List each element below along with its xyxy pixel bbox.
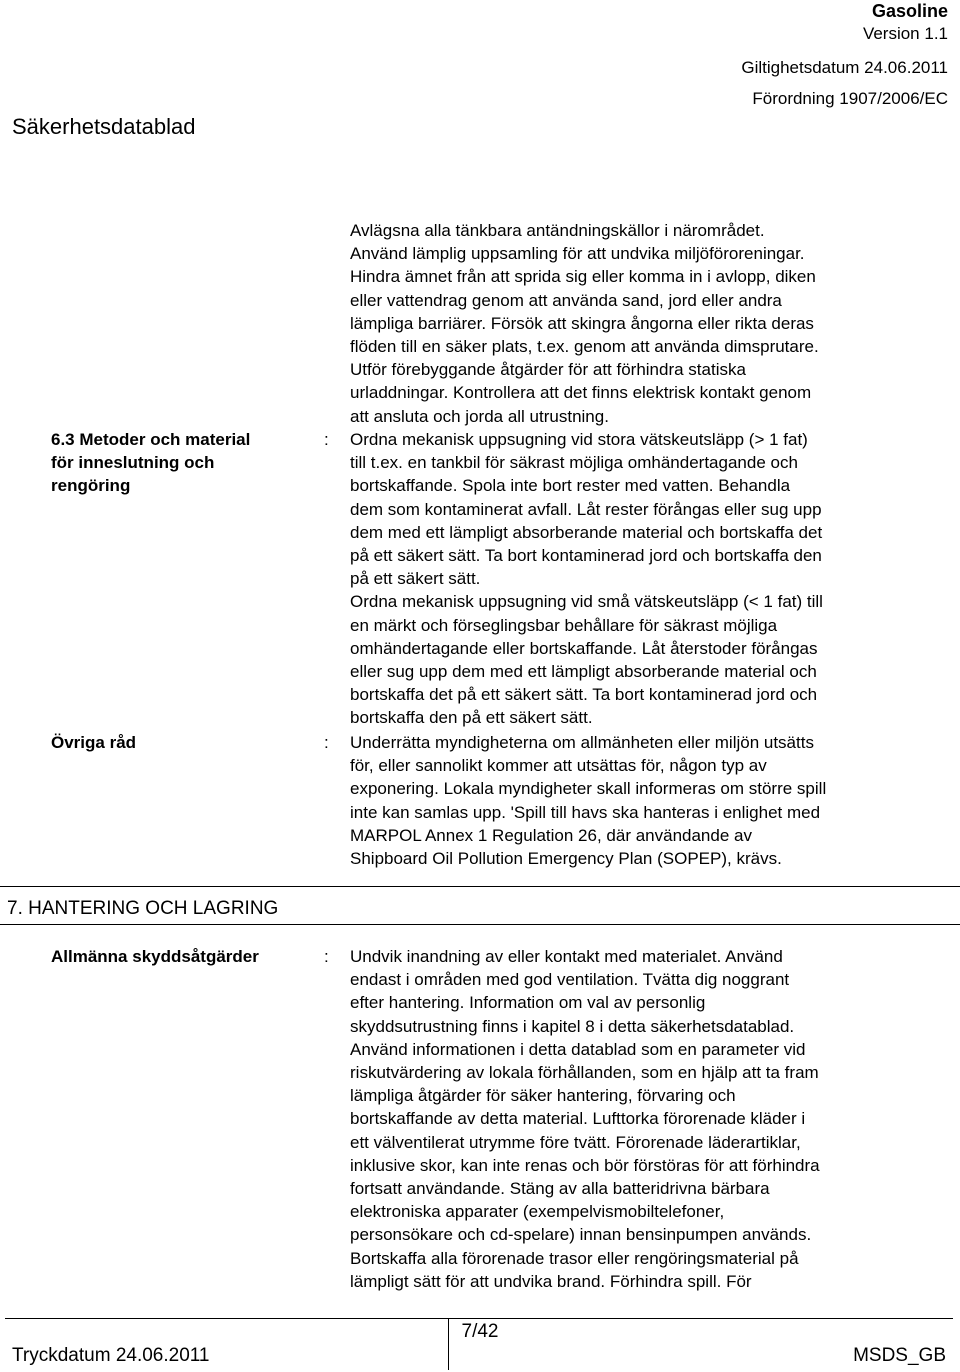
text-line: Hindra ämnet från att sprida sig eller komma in i avlopp, diken bbox=[350, 267, 816, 287]
section-separator bbox=[0, 886, 960, 887]
text-line: riskutvärdering av lokala förhållanden, som en hjälp att ta fram bbox=[350, 1063, 819, 1083]
text-line: elektroniska apparater (exempelvismobiltelefoner, bbox=[350, 1202, 725, 1222]
ovriga-rad-label: Övriga råd bbox=[51, 733, 137, 752]
field-colon: : bbox=[324, 947, 329, 966]
text-line: bortskaffande av detta material. Lufttorka förorenade kläder i bbox=[350, 1109, 806, 1129]
text-line: endast i områden med god ventilation. Tvätta dig noggrant bbox=[350, 970, 790, 990]
text-line: omhändertagande eller bortskaffande. Låt återstoder förångas bbox=[350, 638, 818, 658]
text-line: lämpliga barriärer. Försök att skingra ångorna eller rikta deras bbox=[350, 313, 814, 333]
text-line: Använd informationen i detta datablad som en parameter vid bbox=[350, 1039, 806, 1059]
text-line: ett välventilerat utrymme före tvätt. Förorenade läderartiklar, bbox=[350, 1132, 801, 1152]
text-line: urladdningar. Kontrollera att det finns elektrisk kontakt genom bbox=[350, 383, 812, 403]
text-line: fortsatt användande. Stäng av alla batteridrivna bärbara bbox=[350, 1179, 770, 1199]
text-line: Bortskaffa alla förorenade trasor eller rengöringsmaterial på bbox=[350, 1248, 799, 1268]
text-line: för, eller sannolikt kommer att utsättas för, någon typ av bbox=[350, 756, 767, 776]
document-code: MSDS_GB bbox=[853, 1345, 946, 1366]
text-line: Ordna mekanisk uppsugning vid stora vätskeutsläpp (> 1 fat) bbox=[350, 430, 808, 449]
product-name: Gasoline bbox=[871, 1, 948, 21]
text-line: Ordna mekanisk uppsugning vid små vätskeutsläpp (< 1 fat) till bbox=[350, 592, 823, 612]
text-line: Shipboard Oil Pollution Emergency Plan (SOPEP), krävs. bbox=[350, 849, 782, 869]
text-line: dem med ett lämpligt absorberande material och bortskaffa det bbox=[350, 522, 823, 542]
text-line: exponering. Lokala myndigheter skall informeras om större spill bbox=[350, 779, 827, 799]
text-line: bortskaffa den på ett säkert sätt. bbox=[350, 708, 593, 728]
section-6-3-text bbox=[350, 428, 823, 730]
section-separator bbox=[0, 924, 960, 925]
continuation-text bbox=[350, 219, 819, 428]
text-line: lämpligt sätt för att undvika brand. Förhindra spill. För bbox=[350, 1271, 752, 1291]
text-line: på ett säkert sätt. Ta bort kontaminerad jord och bortskaffa den bbox=[350, 546, 822, 566]
version-label: Version 1.1 bbox=[862, 24, 948, 43]
section-7-heading: 7. HANTERING OCH LAGRING bbox=[7, 898, 279, 919]
text-line: skyddsutrustning finns i kapitel 8 i detta säkerhetsdatablad. bbox=[350, 1016, 795, 1036]
print-date: Tryckdatum 24.06.2011 bbox=[12, 1345, 210, 1366]
text-line: Undvik inandning av eller kontakt med materialet. Använd bbox=[350, 947, 783, 966]
field-colon: : bbox=[324, 430, 329, 449]
text-line: till t.ex. en tankbil för säkrast möjliga omhändertagande och bbox=[350, 453, 798, 473]
text-line: Utför förebyggande åtgärder för att förhindra statiska bbox=[350, 360, 746, 380]
text-line: dem som kontaminerat avfall. Låt rester förångas eller sug upp bbox=[350, 499, 822, 519]
ovriga-rad-text bbox=[350, 731, 826, 870]
text-line: MARPOL Annex 1 Regulation 26, där användande av bbox=[350, 825, 752, 845]
text-line: personsökare och cd-spelare) innan bensinpumpen används. bbox=[350, 1225, 812, 1245]
text-line: Underrätta myndigheterna om allmänheten eller miljön utsätts bbox=[350, 733, 814, 752]
footer-rule bbox=[5, 1318, 953, 1319]
text-line: att ansluta och jorda all utrustning. bbox=[350, 406, 609, 426]
text-line: lämpliga åtgärder för säker hantering, förvaring och bbox=[350, 1086, 736, 1106]
allmanna-text bbox=[350, 945, 820, 1293]
text-line: Avlägsna alla tänkbara antändningskällor i närområdet. bbox=[350, 221, 765, 240]
document-title: Säkerhetsdatablad bbox=[12, 114, 196, 139]
text-line: eller vattendrag genom att använda sand, jord eller andra bbox=[350, 290, 782, 310]
text-line: bortskaffande. Spola inte bort rester med vatten. Behandla bbox=[350, 476, 791, 496]
text-line: eller sug upp dem med ett lämpligt absorberande material och bbox=[350, 662, 817, 682]
page-number: 7/42 bbox=[461, 1321, 499, 1342]
text-line: Använd lämplig uppsamling för att undvika miljöföroreningar. bbox=[350, 244, 805, 264]
section-6-3-label: 6.3 Metoder och material för inneslutning och rengöring bbox=[51, 430, 251, 496]
text-line: bortskaffa det på ett säkert sätt. Ta bort kontaminerad jord och bbox=[350, 685, 818, 705]
text-line: på ett säkert sätt. bbox=[350, 569, 481, 589]
text-line: inklusive skor, kan inte renas och bör förstöras för att förhindra bbox=[350, 1155, 820, 1175]
allmanna-label: Allmänna skyddsåtgärder bbox=[51, 947, 259, 966]
text-line: en märkt och förseglingsbar behållare för säkrast möjliga bbox=[350, 615, 778, 635]
text-line: flöden till en säker plats, t.ex. genom att använda dimsprutare. bbox=[350, 337, 819, 357]
field-colon: : bbox=[324, 733, 329, 752]
text-line: inte kan samlas upp. 'Spill till havs ska hanteras i enlighet med bbox=[350, 802, 821, 822]
text-line: efter hantering. Information om val av personlig bbox=[350, 993, 706, 1013]
validity-date: Giltighetsdatum 24.06.2011 bbox=[741, 58, 948, 77]
regulation-ref: Förordning 1907/2006/EC bbox=[752, 89, 948, 108]
